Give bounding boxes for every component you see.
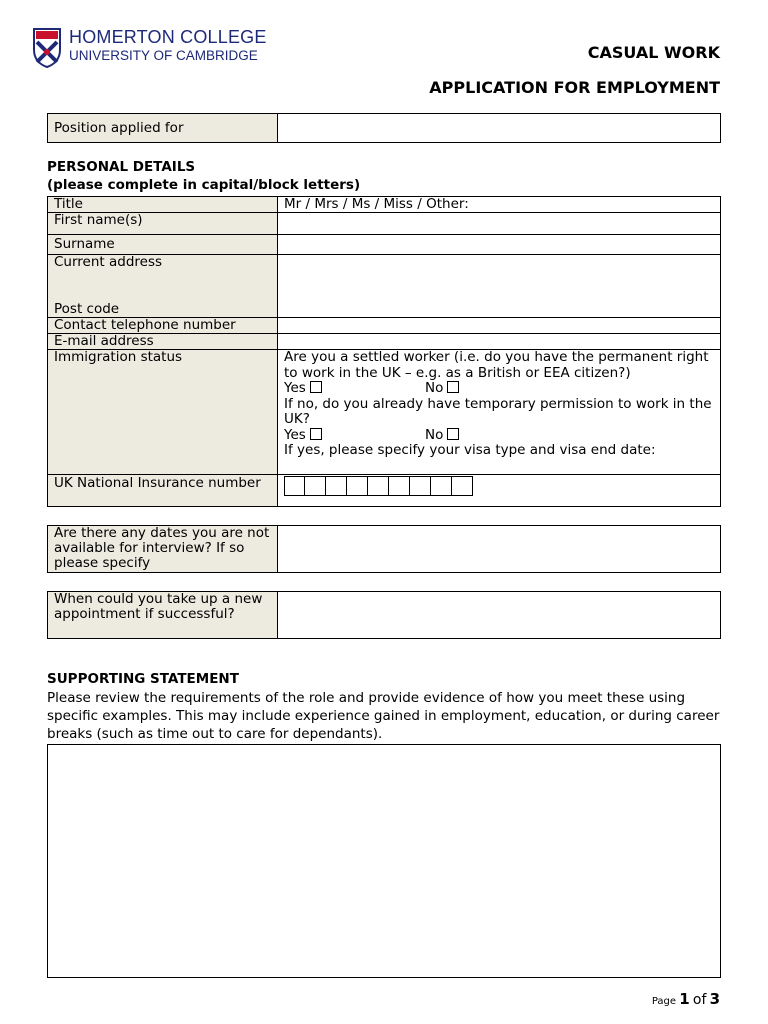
ni-digit-box[interactable] [389, 476, 410, 496]
interview-table [47, 525, 721, 573]
interview-field[interactable] [278, 526, 721, 573]
address-field[interactable] [278, 255, 721, 318]
title-label: Title [48, 197, 278, 213]
postcode-label: Post code [54, 301, 120, 317]
appointment-table [47, 591, 721, 639]
appointment-field[interactable] [278, 592, 721, 639]
email-label: E-mail address [48, 334, 278, 350]
visa-question: If yes, please specify your visa type and visa end date: [284, 442, 656, 458]
yes-label: Yes [284, 426, 306, 443]
position-label: Position applied for [48, 114, 278, 143]
surname-label: Surname [48, 235, 278, 255]
temporary-permission-options [284, 428, 714, 444]
ni-digit-box[interactable] [305, 476, 326, 496]
interview-label: Are there any dates you are not available for interview? If so please specify [48, 526, 278, 573]
logo-line1: HOMERTON COLLEGE [69, 27, 267, 47]
immigration-label: Immigration status [48, 350, 278, 475]
phone-field[interactable] [278, 318, 721, 334]
page-subtitle: APPLICATION FOR EMPLOYMENT [429, 78, 720, 97]
position-field[interactable] [278, 114, 721, 143]
yes-label: Yes [284, 380, 306, 396]
college-crest-icon [33, 28, 61, 72]
position-table [47, 113, 721, 143]
settled-no-checkbox[interactable] [447, 381, 459, 393]
personal-details-table [47, 196, 721, 507]
settled-yes-checkbox[interactable] [310, 381, 322, 393]
statement-heading: SUPPORTING STATEMENT [47, 671, 239, 687]
ni-label: UK National Insurance number [48, 475, 278, 507]
settled-worker-options [284, 381, 714, 397]
no-label: No [425, 380, 444, 396]
phone-label: Contact telephone number [48, 318, 278, 334]
first-name-label: First name(s) [48, 213, 278, 235]
address-label-cell [48, 255, 278, 318]
page-word: Page [651, 996, 677, 1007]
page-number [652, 990, 720, 1008]
ni-digit-box[interactable] [452, 476, 473, 496]
statement-instructions: Please review the requirements of the role and provide evidence of how you meet these using specific examples. This may include experience gained in employment, education, or during career breaks (such as time out to care for dependants). [47, 690, 720, 742]
ni-number-boxes [284, 476, 714, 496]
ni-number-field [278, 475, 721, 507]
total-pages: 3 [709, 990, 720, 1008]
ni-digit-box[interactable] [410, 476, 431, 496]
ni-digit-box[interactable] [326, 476, 347, 496]
temporary-yes-checkbox[interactable] [310, 428, 322, 440]
no-label: No [425, 426, 444, 443]
ni-digit-box[interactable] [368, 476, 389, 496]
personal-details-heading: PERSONAL DETAILS [47, 159, 196, 175]
settled-worker-question: Are you a settled worker (i.e. do you have the permanent right to work in the UK – e.g. as a British or EEA citizen?) [284, 349, 709, 381]
statement-field[interactable] [47, 744, 721, 978]
ni-digit-box[interactable] [284, 476, 305, 496]
current-page: 1 [679, 990, 690, 1008]
personal-details-subheading: (please complete in capital/block letters) [47, 177, 361, 193]
title-field[interactable]: Mr / Mrs / Ms / Miss / Other: [278, 197, 721, 213]
first-name-field[interactable] [278, 213, 721, 235]
ni-digit-box[interactable] [431, 476, 452, 496]
email-field[interactable] [278, 334, 721, 350]
address-label: Current address [54, 254, 163, 270]
of-word: of [692, 992, 707, 1008]
page-title: CASUAL WORK [587, 43, 720, 62]
temporary-permission-question: If no, do you already have temporary permission to work in the UK? [284, 395, 712, 427]
immigration-cell [278, 350, 721, 475]
logo-line2: UNIVERSITY OF CAMBRIDGE [69, 48, 258, 63]
temporary-no-checkbox[interactable] [447, 428, 459, 440]
ni-digit-box[interactable] [347, 476, 368, 496]
college-logo [69, 26, 267, 64]
appointment-label: When could you take up a new appointment if successful? [48, 592, 278, 639]
surname-field[interactable] [278, 235, 721, 255]
